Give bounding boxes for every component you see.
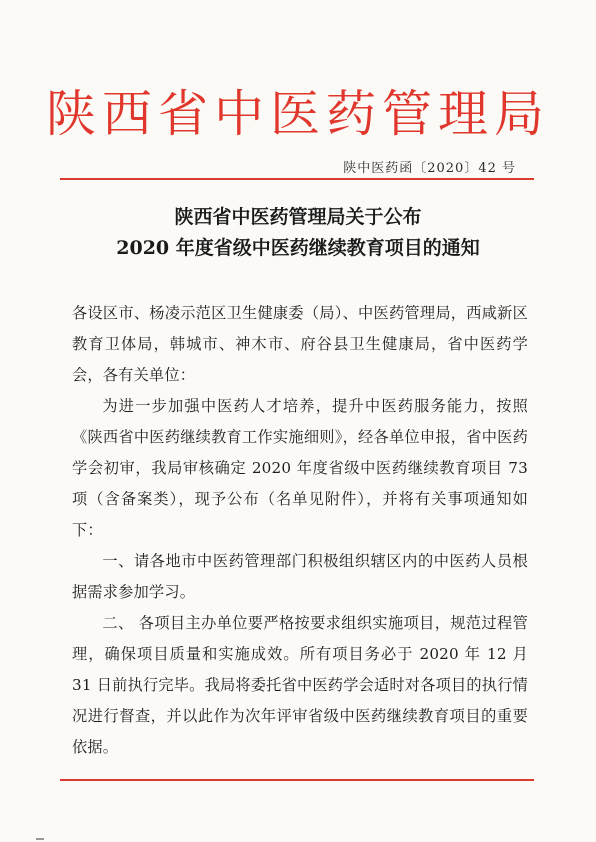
scan-corner-mark: [36, 838, 44, 840]
paragraph-intro: 为进一步加强中医药人才培养，提升中医药服务能力，按照《陕西省中医药继续教育工作实施细则》，经各单位申报，省中医药学会初审，我局审核确定 2020 年度省级中医药继续教育项目 73 项（含备案类），现予公布（名单见附件），并将有关事项通知如下：: [72, 397, 528, 539]
header-red-rule: [60, 178, 534, 180]
salutation: 各设区市、杨凌示范区卫生健康委（局）、中医药管理局，西咸新区教育卫体局，韩城市、神木市、府谷县卫生健康局，省中医药学会，各有关单位：: [72, 304, 528, 384]
notice-body: [72, 298, 528, 763]
document-number: 陕中医药函〔2020〕42 号: [343, 161, 516, 176]
notice-title-line-2: 2020 年度省级中医药继续教育项目的通知: [116, 237, 480, 259]
paragraph-item-1: 一、请各地市中医药管理部门积极组织辖区内的中医药人员根据需求参加学习。: [72, 552, 528, 601]
footer-red-rule: [60, 779, 534, 781]
notice-title-line-1: 陕西省中医药管理局关于公布: [174, 206, 422, 228]
paragraph-item-2: 二、 各项目主办单位要严格按要求组织实施项目，规范过程管理，确保项目质量和实施成效。所有项目务必于 2020 年 12 月 31 日前执行完毕。我局将委托省中医药学会适时对各项目的执行情况进行督查，并以此作为次年评审省级中医药继续教育项目的重要依据。: [72, 614, 528, 756]
agency-letterhead: 陕西省中医药管理局: [46, 85, 550, 143]
